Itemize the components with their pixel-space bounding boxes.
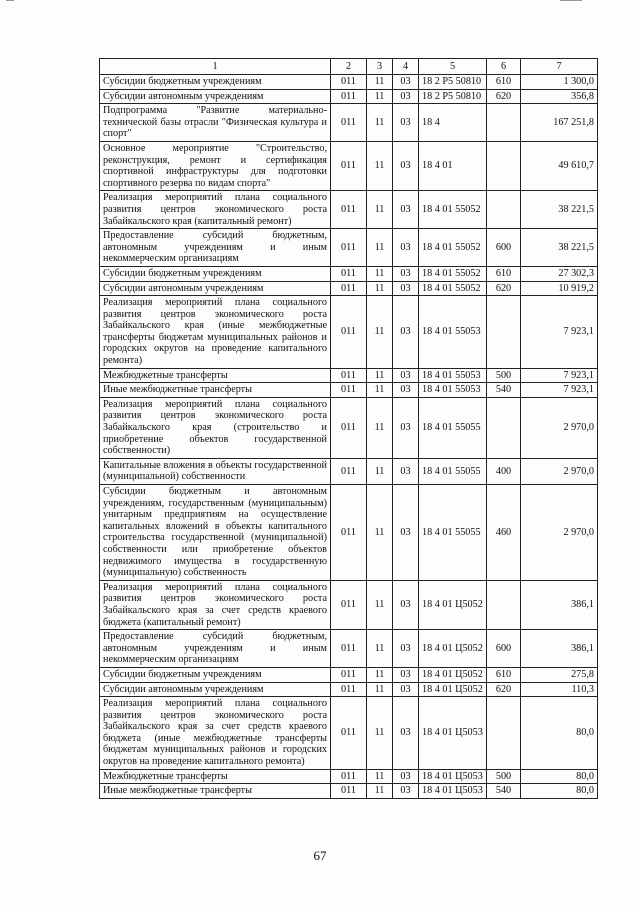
table-row xyxy=(100,697,598,770)
expense-type-cell xyxy=(487,580,521,629)
expense-type-cell: 610 xyxy=(487,75,521,90)
expense-type-cell xyxy=(487,296,521,369)
amount-cell: 38 221,5 xyxy=(521,191,598,229)
expense-type-cell: 620 xyxy=(487,89,521,104)
table-row xyxy=(100,229,598,267)
table-row xyxy=(100,368,598,383)
amount-cell: 27 302,3 xyxy=(521,266,598,281)
target-article-cell: 18 4 01 55052 xyxy=(419,191,487,229)
expense-type-cell: 620 xyxy=(487,281,521,296)
table-row xyxy=(100,89,598,104)
section-code-cell: 11 xyxy=(367,368,393,383)
subsection-code-cell: 03 xyxy=(393,580,419,629)
ministry-code-cell: 011 xyxy=(331,784,367,799)
target-article-cell: 18 4 01 Ц5052 xyxy=(419,667,487,682)
ministry-code-cell: 011 xyxy=(331,281,367,296)
section-code-cell: 11 xyxy=(367,266,393,281)
section-code-cell: 11 xyxy=(367,141,393,190)
subsection-code-cell: 03 xyxy=(393,229,419,267)
section-code-cell: 11 xyxy=(367,229,393,267)
subsection-code-cell: 03 xyxy=(393,383,419,398)
expense-type-cell: 460 xyxy=(487,485,521,581)
amount-cell: 7 923,1 xyxy=(521,383,598,398)
section-code-cell: 11 xyxy=(367,667,393,682)
ministry-code-cell: 011 xyxy=(331,397,367,458)
ministry-code-cell: 011 xyxy=(331,191,367,229)
table-row xyxy=(100,383,598,398)
column-header-6: 6 xyxy=(487,59,521,75)
ministry-code-cell: 011 xyxy=(331,769,367,784)
row-name-cell: Субсидии автономным учреждениям xyxy=(100,281,331,296)
table-row xyxy=(100,281,598,296)
amount-cell: 7 923,1 xyxy=(521,296,598,369)
column-header-2: 2 xyxy=(331,59,367,75)
table-row xyxy=(100,769,598,784)
table-row xyxy=(100,667,598,682)
target-article-cell: 18 2 Р5 50810 xyxy=(419,75,487,90)
ministry-code-cell: 011 xyxy=(331,458,367,484)
target-article-cell: 18 4 01 Ц5052 xyxy=(419,630,487,668)
row-name-cell: Реализация мероприятий плана социального развития центров экономического роста Забайкальского края (иные межбюджетные трансферты бюджетам муниципальных районов и городских округов на проведение капитального ремонта) xyxy=(100,296,331,369)
row-name-cell: Субсидии бюджетным и автономным учреждениям, государственным (муниципальным) унитарным предприятиям на осуществление капитальных вложений в объекты капитального строительства государственной (муниципальной) собственности или приобретение объектов недвижимого имущества в государственную (муниципальную) собственность xyxy=(100,485,331,581)
section-code-cell: 11 xyxy=(367,769,393,784)
target-article-cell: 18 2 Р5 50810 xyxy=(419,89,487,104)
expense-type-cell: 500 xyxy=(487,368,521,383)
target-article-cell: 18 4 01 55052 xyxy=(419,266,487,281)
table-row xyxy=(100,266,598,281)
section-code-cell: 11 xyxy=(367,281,393,296)
section-code-cell: 11 xyxy=(367,580,393,629)
expense-type-cell: 540 xyxy=(487,784,521,799)
subsection-code-cell: 03 xyxy=(393,141,419,190)
subsection-code-cell: 03 xyxy=(393,630,419,668)
amount-cell: 1 300,0 xyxy=(521,75,598,90)
amount-cell: 80,0 xyxy=(521,697,598,770)
subsection-code-cell: 03 xyxy=(393,368,419,383)
table-row xyxy=(100,682,598,697)
target-article-cell: 18 4 01 55055 xyxy=(419,397,487,458)
subsection-code-cell: 03 xyxy=(393,397,419,458)
row-name-cell: Иные межбюджетные трансферты xyxy=(100,784,331,799)
row-name-cell: Иные межбюджетные трансферты xyxy=(100,383,331,398)
ministry-code-cell: 011 xyxy=(331,682,367,697)
page-number: 67 xyxy=(313,848,327,863)
target-article-cell: 18 4 01 55052 xyxy=(419,229,487,267)
amount-cell: 7 923,1 xyxy=(521,368,598,383)
table-row xyxy=(100,784,598,799)
ministry-code-cell: 011 xyxy=(331,383,367,398)
ministry-code-cell: 011 xyxy=(331,368,367,383)
section-code-cell: 11 xyxy=(367,191,393,229)
row-name-cell: Реализация мероприятий плана социального развития центров экономического роста Забайкальского края за счет средств краевого бюджета (иные межбюджетные трансферты бюджетам муниципальных районов и городских округов на проведение капитального ремонта) xyxy=(100,697,331,770)
section-code-cell: 11 xyxy=(367,784,393,799)
target-article-cell: 18 4 01 Ц5052 xyxy=(419,580,487,629)
table-body xyxy=(100,75,598,799)
row-name-cell: Основное мероприятие "Строительство, реконструкция, ремонт и сертификация спортивной инфраструктуры для подготовки спортивного резерва по видам спорта" xyxy=(100,141,331,190)
section-code-cell: 11 xyxy=(367,89,393,104)
amount-cell: 275,8 xyxy=(521,667,598,682)
table-row xyxy=(100,630,598,668)
subsection-code-cell: 03 xyxy=(393,697,419,770)
subsection-code-cell: 03 xyxy=(393,769,419,784)
target-article-cell: 18 4 01 55053 xyxy=(419,383,487,398)
target-article-cell: 18 4 01 55053 xyxy=(419,296,487,369)
scan-edge-mark xyxy=(560,0,582,7)
column-header-7: 7 xyxy=(521,59,598,75)
expense-type-cell: 500 xyxy=(487,769,521,784)
expense-type-cell xyxy=(487,191,521,229)
table-row xyxy=(100,296,598,369)
row-name-cell: Субсидии бюджетным учреждениям xyxy=(100,266,331,281)
row-name-cell: Подпрограмма "Развитие материально-технической базы отрасли "Физическая культура и спорт" xyxy=(100,104,331,142)
expense-type-cell: 600 xyxy=(487,630,521,668)
expense-type-cell: 610 xyxy=(487,667,521,682)
subsection-code-cell: 03 xyxy=(393,485,419,581)
row-name-cell: Субсидии бюджетным учреждениям xyxy=(100,667,331,682)
subsection-code-cell: 03 xyxy=(393,296,419,369)
row-name-cell: Предоставление субсидий бюджетным, автономным учреждениям и иным некоммерческим организациям xyxy=(100,630,331,668)
amount-cell: 386,1 xyxy=(521,630,598,668)
table-row xyxy=(100,580,598,629)
row-name-cell: Предоставление субсидий бюджетным, автономным учреждениям и иным некоммерческим организациям xyxy=(100,229,331,267)
target-article-cell: 18 4 01 Ц5053 xyxy=(419,697,487,770)
ministry-code-cell: 011 xyxy=(331,229,367,267)
expense-type-cell xyxy=(487,697,521,770)
subsection-code-cell: 03 xyxy=(393,458,419,484)
table-row xyxy=(100,141,598,190)
column-header-1: 1 xyxy=(100,59,331,75)
section-code-cell: 11 xyxy=(367,104,393,142)
expense-type-cell: 610 xyxy=(487,266,521,281)
header-row xyxy=(100,59,598,75)
amount-cell: 2 970,0 xyxy=(521,485,598,581)
expense-type-cell xyxy=(487,141,521,190)
ministry-code-cell: 011 xyxy=(331,266,367,281)
ministry-code-cell: 011 xyxy=(331,141,367,190)
expense-type-cell: 400 xyxy=(487,458,521,484)
ministry-code-cell: 011 xyxy=(331,104,367,142)
subsection-code-cell: 03 xyxy=(393,682,419,697)
target-article-cell: 18 4 xyxy=(419,104,487,142)
ministry-code-cell: 011 xyxy=(331,630,367,668)
ministry-code-cell: 011 xyxy=(331,75,367,90)
section-code-cell: 11 xyxy=(367,630,393,668)
row-name-cell: Субсидии автономным учреждениям xyxy=(100,682,331,697)
column-header-4: 4 xyxy=(393,59,419,75)
section-code-cell: 11 xyxy=(367,296,393,369)
target-article-cell: 18 4 01 xyxy=(419,141,487,190)
table-row xyxy=(100,191,598,229)
amount-cell: 2 970,0 xyxy=(521,458,598,484)
section-code-cell: 11 xyxy=(367,697,393,770)
amount-cell: 167 251,8 xyxy=(521,104,598,142)
row-name-cell: Субсидии бюджетным учреждениям xyxy=(100,75,331,90)
column-header-5: 5 xyxy=(419,59,487,75)
expense-type-cell: 600 xyxy=(487,229,521,267)
amount-cell: 2 970,0 xyxy=(521,397,598,458)
table-row xyxy=(100,104,598,142)
section-code-cell: 11 xyxy=(367,682,393,697)
section-code-cell: 11 xyxy=(367,485,393,581)
row-name-cell: Субсидии автономным учреждениям xyxy=(100,89,331,104)
ministry-code-cell: 011 xyxy=(331,296,367,369)
subsection-code-cell: 03 xyxy=(393,784,419,799)
amount-cell: 356,8 xyxy=(521,89,598,104)
ministry-code-cell: 011 xyxy=(331,485,367,581)
table-row xyxy=(100,485,598,581)
subsection-code-cell: 03 xyxy=(393,281,419,296)
target-article-cell: 18 4 01 Ц5053 xyxy=(419,784,487,799)
row-name-cell: Реализация мероприятий плана социального развития центров экономического роста Забайкальского края за счет средств краевого бюджета (капитальный ремонт) xyxy=(100,580,331,629)
expense-type-cell: 540 xyxy=(487,383,521,398)
amount-cell: 10 919,2 xyxy=(521,281,598,296)
expense-type-cell: 620 xyxy=(487,682,521,697)
target-article-cell: 18 4 01 Ц5053 xyxy=(419,769,487,784)
scan-edge-mark xyxy=(6,0,14,7)
subsection-code-cell: 03 xyxy=(393,191,419,229)
subsection-code-cell: 03 xyxy=(393,104,419,142)
target-article-cell: 18 4 01 Ц5052 xyxy=(419,682,487,697)
amount-cell: 49 610,7 xyxy=(521,141,598,190)
section-code-cell: 11 xyxy=(367,458,393,484)
subsection-code-cell: 03 xyxy=(393,75,419,90)
ministry-code-cell: 011 xyxy=(331,89,367,104)
ministry-code-cell: 011 xyxy=(331,697,367,770)
target-article-cell: 18 4 01 55052 xyxy=(419,281,487,296)
expense-type-cell xyxy=(487,397,521,458)
section-code-cell: 11 xyxy=(367,383,393,398)
subsection-code-cell: 03 xyxy=(393,89,419,104)
row-name-cell: Межбюджетные трансферты xyxy=(100,769,331,784)
subsection-code-cell: 03 xyxy=(393,667,419,682)
amount-cell: 80,0 xyxy=(521,769,598,784)
amount-cell: 38 221,5 xyxy=(521,229,598,267)
row-name-cell: Капитальные вложения в объекты государственной (муниципальной) собственности xyxy=(100,458,331,484)
target-article-cell: 18 4 01 55053 xyxy=(419,368,487,383)
table-row xyxy=(100,75,598,90)
section-code-cell: 11 xyxy=(367,397,393,458)
table-row xyxy=(100,458,598,484)
table-header xyxy=(100,59,598,75)
amount-cell: 386,1 xyxy=(521,580,598,629)
table-row xyxy=(100,397,598,458)
ministry-code-cell: 011 xyxy=(331,580,367,629)
column-header-3: 3 xyxy=(367,59,393,75)
subsection-code-cell: 03 xyxy=(393,266,419,281)
ministry-code-cell: 011 xyxy=(331,667,367,682)
amount-cell: 110,3 xyxy=(521,682,598,697)
budget-table xyxy=(99,58,598,799)
expense-type-cell xyxy=(487,104,521,142)
row-name-cell: Реализация мероприятий плана социального развития центров экономического роста Забайкальского края (капитальный ремонт) xyxy=(100,191,331,229)
target-article-cell: 18 4 01 55055 xyxy=(419,485,487,581)
target-article-cell: 18 4 01 55055 xyxy=(419,458,487,484)
amount-cell: 80,0 xyxy=(521,784,598,799)
row-name-cell: Реализация мероприятий плана социального развития центров экономического роста Забайкальского края (строительство и приобретение объектов государственной собственности) xyxy=(100,397,331,458)
row-name-cell: Межбюджетные трансферты xyxy=(100,368,331,383)
section-code-cell: 11 xyxy=(367,75,393,90)
